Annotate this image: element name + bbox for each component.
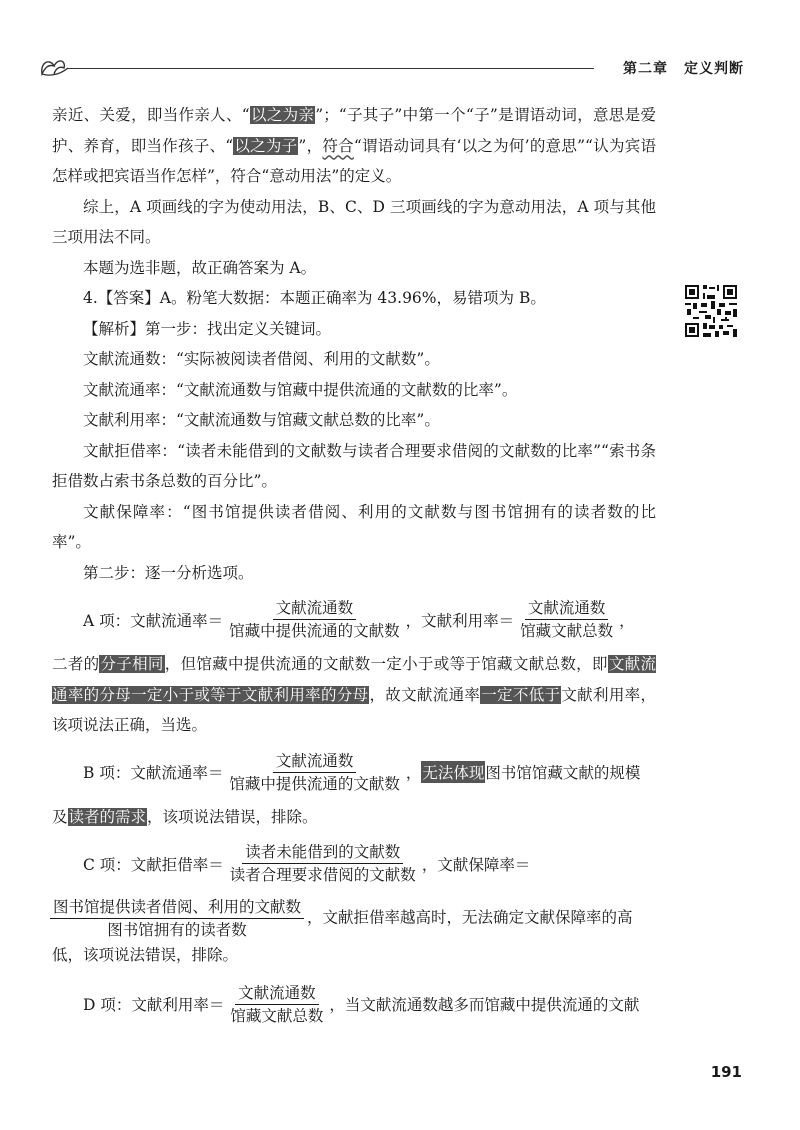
paragraph-answer-3: 本题为选非题，故正确答案为 A。 xyxy=(83,258,317,277)
leaf-icon xyxy=(38,52,68,82)
fraction xyxy=(227,842,419,885)
option-b-formula xyxy=(52,751,656,794)
numerator: 文献流通数 xyxy=(273,598,357,620)
highlight-yizhiweizi: 以之为子 xyxy=(234,136,298,155)
option-a-formula xyxy=(52,598,656,641)
text: “谓语动词具有‘以之为何’的意思”“认为宾语怎样或把宾语当作怎样”，符合“意动用法”的定义。 xyxy=(52,136,656,185)
text: D 项：文献利用率＝ xyxy=(83,996,225,1014)
fraction xyxy=(50,897,304,940)
fraction xyxy=(226,598,403,641)
text: A 项：文献流通率＝ xyxy=(83,611,224,630)
text: ，文献保障率＝ xyxy=(421,855,531,874)
highlight-budiyu: 一定不低于 xyxy=(481,685,561,704)
fraction xyxy=(227,983,326,1026)
definition-baozhanglv: 文献保障率：“图书馆提供读者借阅、利用的文献数与图书馆拥有的读者数的比率”。 xyxy=(52,502,656,551)
text: C 项：文献拒借率＝ xyxy=(83,855,224,874)
text: ，但馆藏中提供流通的文献数一定小于或等于馆藏文献总数，即 xyxy=(164,655,608,673)
option-c-continuation xyxy=(52,897,656,971)
text: 亲近、关爱，即当作亲人、“ xyxy=(52,106,250,124)
highlight-fenmu: 文献流通率的分母一定小于或等于文献利用率的分母 xyxy=(52,655,656,704)
highlight-wufatixian: 无法体现 xyxy=(421,761,485,783)
chapter-number: 第二章 xyxy=(623,61,668,77)
numerator: 图书馆提供读者借阅、利用的文献数 xyxy=(50,897,304,919)
text: B 项：文献流通率＝ xyxy=(83,764,224,782)
option-a-analysis xyxy=(52,649,656,741)
chapter-title xyxy=(623,58,744,78)
chapter-section: 定义判断 xyxy=(684,61,744,77)
text: ”；“子其子”中第一个“子”是谓语动词，意思是爱护、养育，即当作孩子、“ xyxy=(52,106,656,155)
text: ，该项说法错误，排除。 xyxy=(147,807,318,826)
text: ，文献拒借率越高时，无法确定文献保障率的高低，该项说法错误，排除。 xyxy=(52,908,633,964)
numerator: 文献流通数 xyxy=(273,751,357,773)
fraction xyxy=(517,598,616,641)
denominator: 馆藏中提供流通的文献数 xyxy=(229,622,400,640)
analysis-text: 第一步：找出定义关键词。 xyxy=(145,319,332,338)
text: ，文献利用率＝ xyxy=(405,611,515,630)
definition-jujielv: 文献拒借率：“读者未能借到的文献数与读者合理要求借阅的文献数的比率”“索书条拒借数占索书条总数的百分比”。 xyxy=(52,441,656,490)
page-number: 191 xyxy=(710,1063,742,1081)
highlight-yizhiweiqin: 以之为亲 xyxy=(250,106,315,124)
paragraph-summary: 综上，A 项画线的字为使动用法，B、C、D 三项画线的字为意动用法，A 项与其他三项用法不同。 xyxy=(52,197,656,246)
paragraph-analysis xyxy=(52,314,656,345)
denominator: 馆藏中提供流通的文献数 xyxy=(229,774,400,793)
header-rule xyxy=(68,68,594,69)
text: ，当文献流通数越多而馆藏中提供流通的文献 xyxy=(329,996,640,1014)
text: 及 xyxy=(52,807,68,826)
step-two: 第二步：逐一分析选项。 xyxy=(83,563,254,582)
page-body xyxy=(52,100,656,1034)
numerator: 读者未能借到的文献数 xyxy=(242,842,403,864)
text: ”， xyxy=(298,136,323,155)
text: 二者的 xyxy=(52,655,100,673)
numerator: 文献流通数 xyxy=(235,983,319,1005)
text: 文献利用率，该项说法正确，当选。 xyxy=(52,685,656,734)
text: ， xyxy=(619,611,635,630)
page-header xyxy=(38,52,744,82)
denominator: 图书馆拥有的读者数 xyxy=(107,921,247,939)
fraction xyxy=(226,751,403,794)
denominator: 读者合理要求借阅的文献数 xyxy=(229,866,416,884)
wavy-underline-fuhe: 符合 xyxy=(322,136,354,155)
text: ， xyxy=(405,764,422,782)
highlight-fenzi: 分子相同 xyxy=(100,655,164,673)
denominator: 馆藏文献总数 xyxy=(520,622,614,640)
qr-code-icon xyxy=(683,283,739,339)
paragraph-answer-4 xyxy=(52,283,656,314)
option-b-analysis xyxy=(52,802,656,833)
answer-label: 4.【答案】 xyxy=(83,289,160,307)
denominator: 馆藏文献总数 xyxy=(230,1006,324,1025)
definition-liutonglv: 文献流通率：“文献流通数与馆藏中提供流通的文献数的比率”。 xyxy=(83,380,518,399)
text: ，故文献流通率 xyxy=(369,685,481,704)
highlight-xuqiu: 读者的需求 xyxy=(68,807,147,826)
definition-liyonglv: 文献利用率：“文献流通数与馆藏文献总数的比率”。 xyxy=(83,411,440,429)
option-c-formula xyxy=(52,842,656,885)
option-d-formula xyxy=(52,983,656,1026)
answer-text: A。粉笔大数据：本题正确率为 43.96%，易错项为 B。 xyxy=(159,289,546,307)
numerator: 文献流通数 xyxy=(525,598,609,620)
paragraph-yidong xyxy=(52,100,656,192)
text: 图书馆馆藏文献的规模 xyxy=(485,764,641,782)
definition-liutongshu: 文献流通数：“实际被阅读者借阅、利用的文献数”。 xyxy=(83,350,440,368)
analysis-label: 【解析】 xyxy=(83,319,146,338)
